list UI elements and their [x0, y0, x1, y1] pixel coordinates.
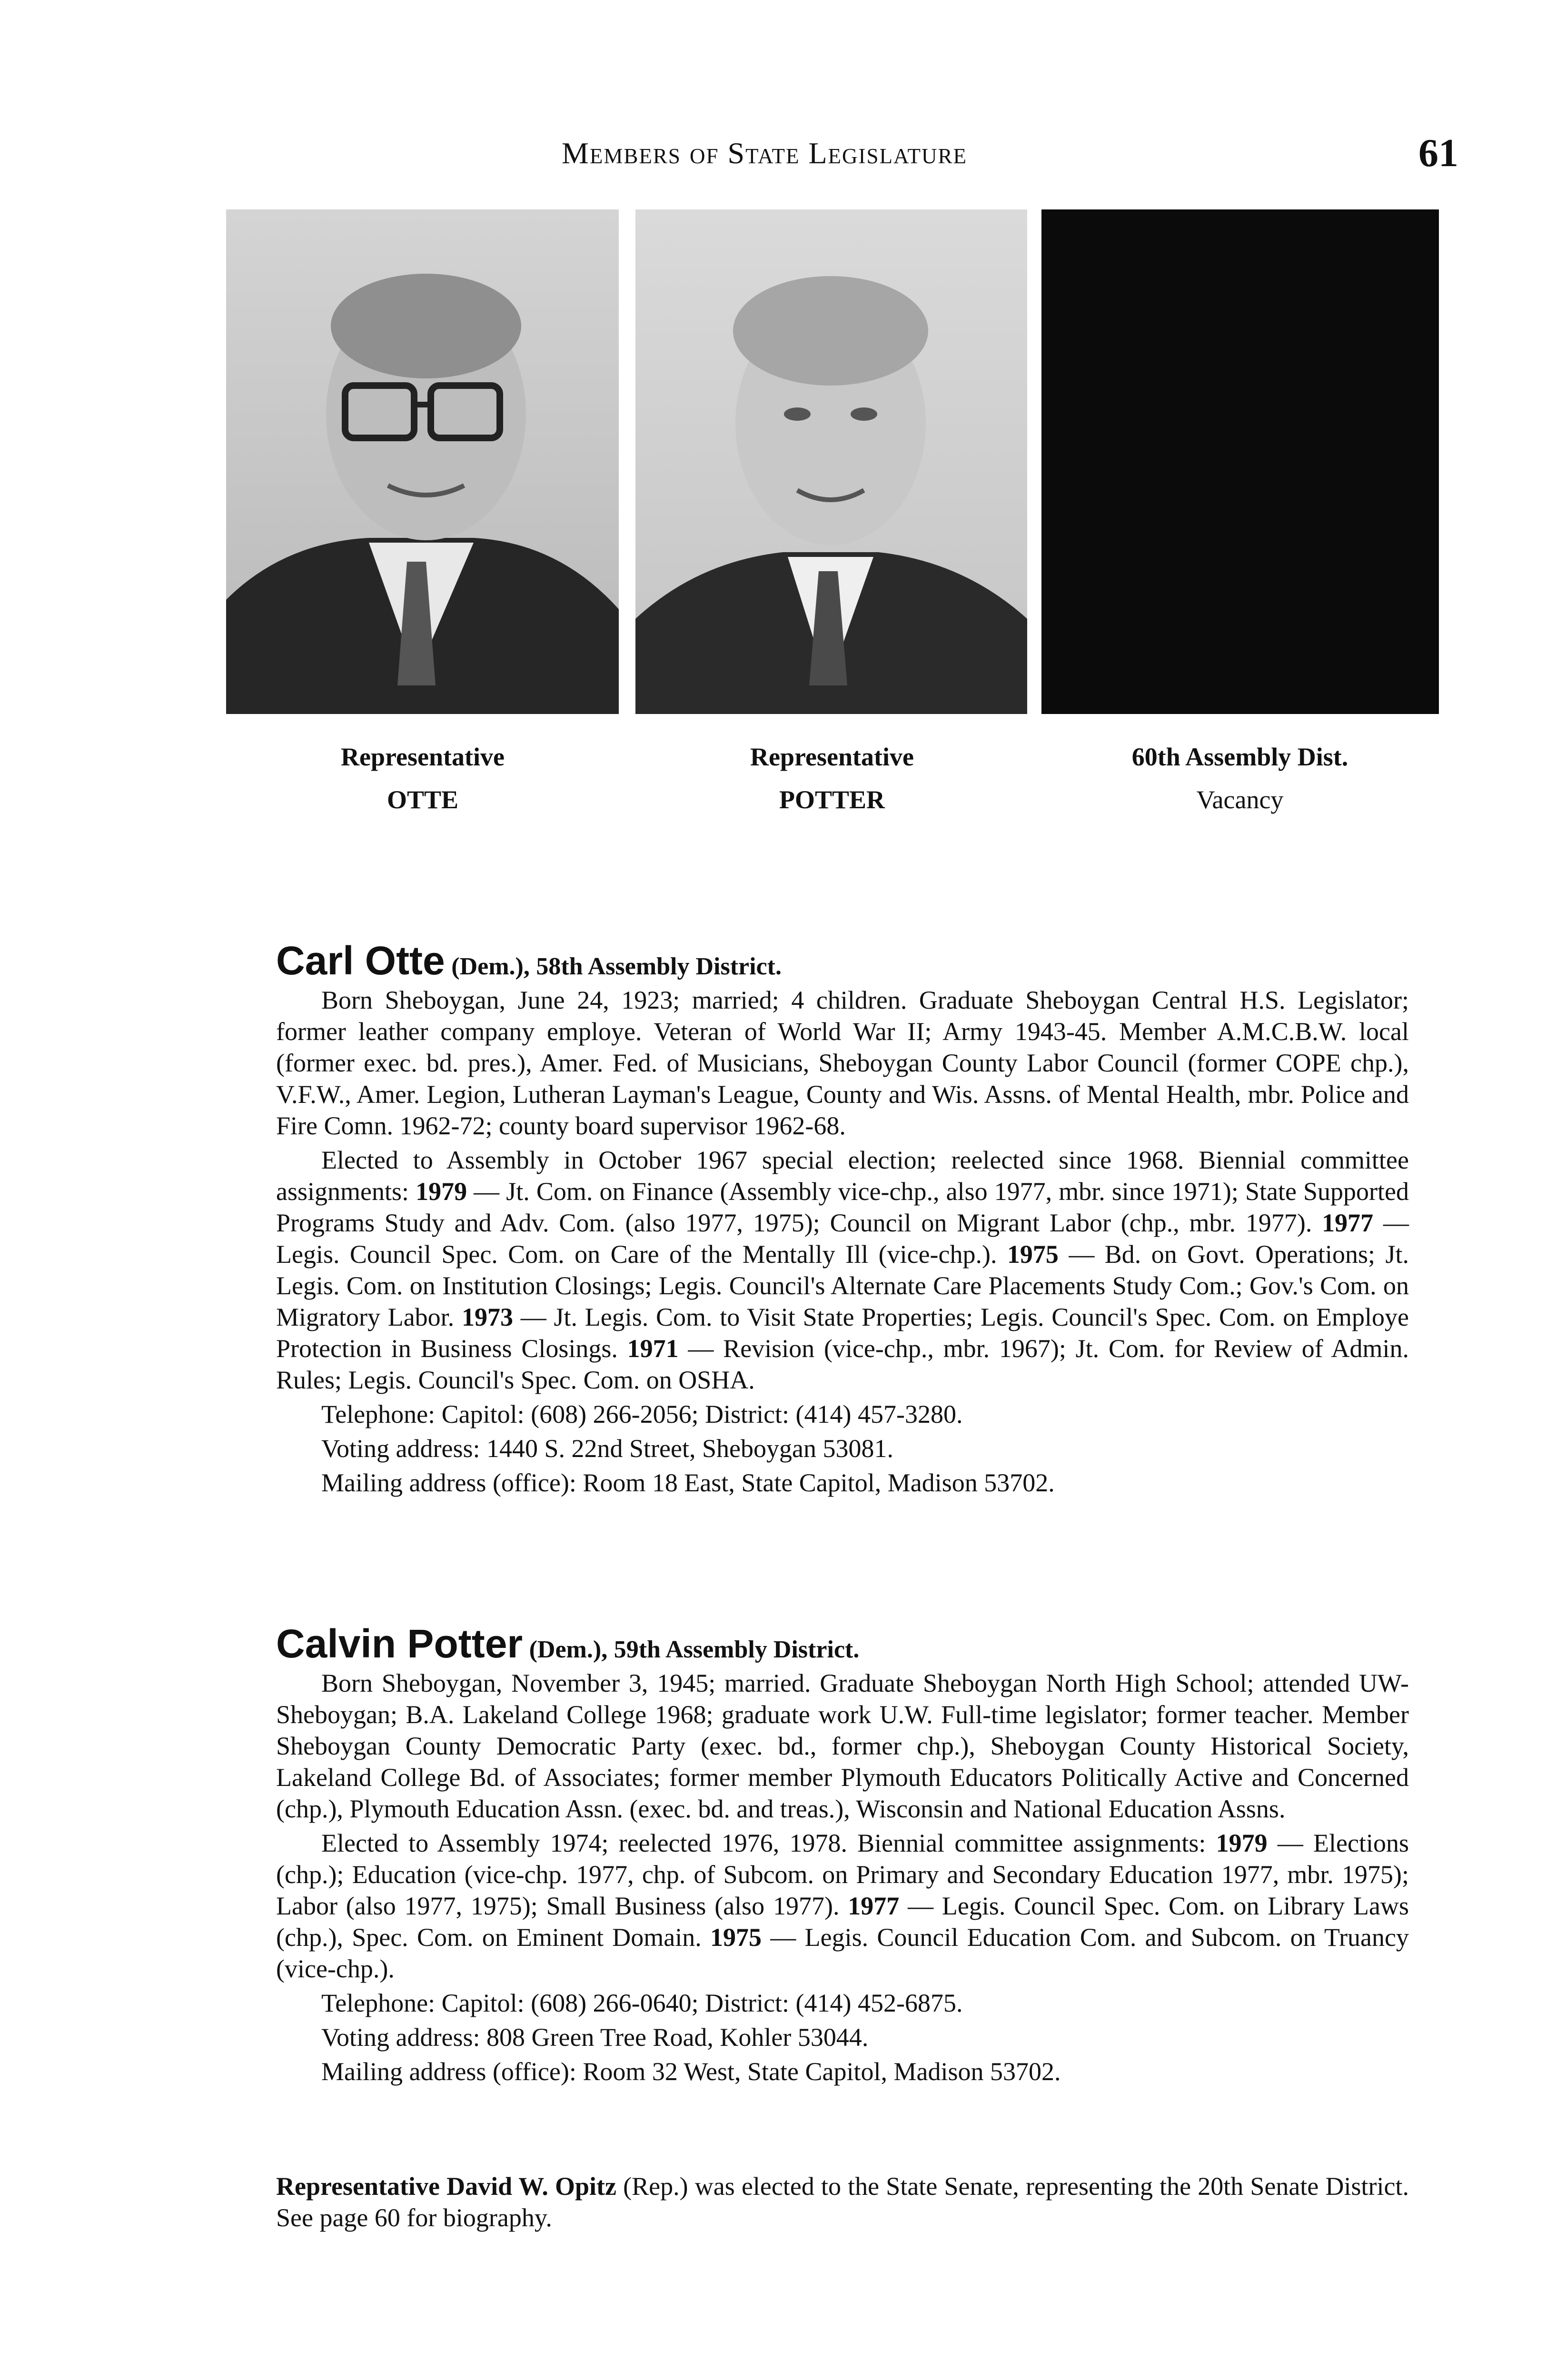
footnote-opitz: [276, 2171, 1409, 2236]
biography-heading: [276, 1621, 1409, 1666]
portrait-otte: [226, 209, 619, 714]
committee-paragraph: Elected to Assembly in October 1967 special election; reelected since 1968. Biennial committee assignments: 1979 — Jt. Com. on Finance (Assembly vice-chp., also 1977, mbr. since 1971); State Supported Programs Study and Adv. Com. (also 1977, 1975); Council on Migrant Labor (chp., mbr. 1977). 1977 — Legis. Council Spec. Com. on Care of the Mentally Ill (vice-chp.). 1975 — Bd. on Govt. Operations; Jt. Legis. Com. on Institution Closings; Legis. Council's Alternate Care Placements Study Com.; Gov.'s Com. on Migratory Labor. 1973 — Jt. Legis. Com. to Visit State Properties; Legis. Council's Spec. Com. on Employe Protection in Business Closings. 1971 — Revision (vice-chp., mbr. 1967); Jt. Com. for Review of Admin. Rules; Legis. Council's Spec. Com. on OSHA.: [276, 1146, 1409, 1394]
member-name: Carl Otte: [276, 938, 445, 983]
page-number: 61: [1418, 131, 1458, 175]
biography-otte: [276, 938, 1409, 1501]
biography-potter: [276, 1621, 1409, 2090]
portrait-otte-image: [226, 209, 619, 714]
biography-paragraph: Born Sheboygan, November 3, 1945; married. Graduate Sheboygan North High School; attended UW-Sheboygan; B.A. Lakeland College 1968; graduate work U.W. Full-time legislator; former teacher. Member Sheboygan County Democratic Party (exec. bd., former chp.), Sheboygan County Historical Society, Lakeland College Bd. of Associates; former member Plymouth Educators Politically Active and Concerned (chp.), Plymouth Education Assn. (exec. bd. and treas.), Wisconsin and National Education Assns.: [276, 1669, 1409, 1823]
caption-title: Representative: [341, 743, 505, 771]
running-header: [0, 131, 1546, 175]
footnote-text: Representative David W. Opitz (Rep.) was elected to the State Senate, representing the 20th Senate District. See page 60 for biography.: [276, 2172, 1409, 2232]
member-party: (Dem.),: [451, 953, 530, 980]
committee-paragraph: Elected to Assembly 1974; reelected 1976, 1978. Biennial committee assignments: 1979 — Elections (chp.); Education (vice-chp. 1977, chp. of Subcom. on Primary and Secondary Education 1977, mbr. 1975); Labor (also 1977, 1975); Small Business (also 1977). 1977 — Legis. Council Spec. Com. on Library Laws (chp.), Spec. Com. on Eminent Domain. 1975 — Legis. Council Education Com. and Subcom. on Truancy (vice-chp.).: [276, 1829, 1409, 1983]
caption-name: OTTE: [386, 785, 459, 814]
caption-title: 60th Assembly Dist.: [1131, 743, 1348, 771]
portrait-potter: [635, 209, 1027, 714]
caption-name: POTTER: [779, 785, 885, 814]
mailing-address: Mailing address (office): Room 32 West, State Capitol, Madison 53702.: [321, 2057, 1061, 2086]
caption-title: Representative: [750, 743, 914, 771]
telephone: Telephone: Capitol: (608) 266-0640; District: (414) 452-6875.: [321, 1989, 963, 2017]
voting-address: Voting address: 1440 S. 22nd Street, Sheboygan 53081.: [321, 1434, 893, 1463]
mailing-address: Mailing address (office): Room 18 East, State Capitol, Madison 53702.: [321, 1468, 1055, 1497]
portrait-potter-image: [635, 209, 1027, 714]
telephone: Telephone: Capitol: (608) 266-2056; District: (414) 457-3280.: [321, 1400, 963, 1428]
member-party: (Dem.),: [529, 1636, 608, 1663]
voting-address: Voting address: 808 Green Tree Road, Kohler 53044.: [321, 2023, 869, 2052]
biography-heading: [276, 938, 1409, 983]
running-title: Members of State Legislature: [562, 136, 968, 170]
caption-otte: [232, 735, 613, 821]
vacancy-photo-placeholder: [1041, 209, 1439, 714]
member-district: 58th Assembly District.: [536, 953, 782, 980]
member-name: Calvin Potter: [276, 1621, 523, 1666]
caption-vacancy: [1050, 735, 1430, 821]
member-district: 59th Assembly District.: [614, 1636, 860, 1663]
biography-paragraph: Born Sheboygan, June 24, 1923; married; 4 children. Graduate Sheboygan Central H.S. Legislator; former leather company employe. Veteran of World War II; Army 1943-45. Member A.M.C.B.W. local (former exec. bd. pres.), Amer. Fed. of Musicians, Sheboygan County Labor Council (former COPE chp.), V.F.W., Amer. Legion, Lutheran Layman's League, County and Wis. Assns. of Mental Health, mbr. Police and Fire Comn. 1962-72; county board supervisor 1962-68.: [276, 986, 1409, 1140]
caption-name: Vacancy: [1196, 785, 1284, 814]
caption-potter: [642, 735, 1022, 821]
